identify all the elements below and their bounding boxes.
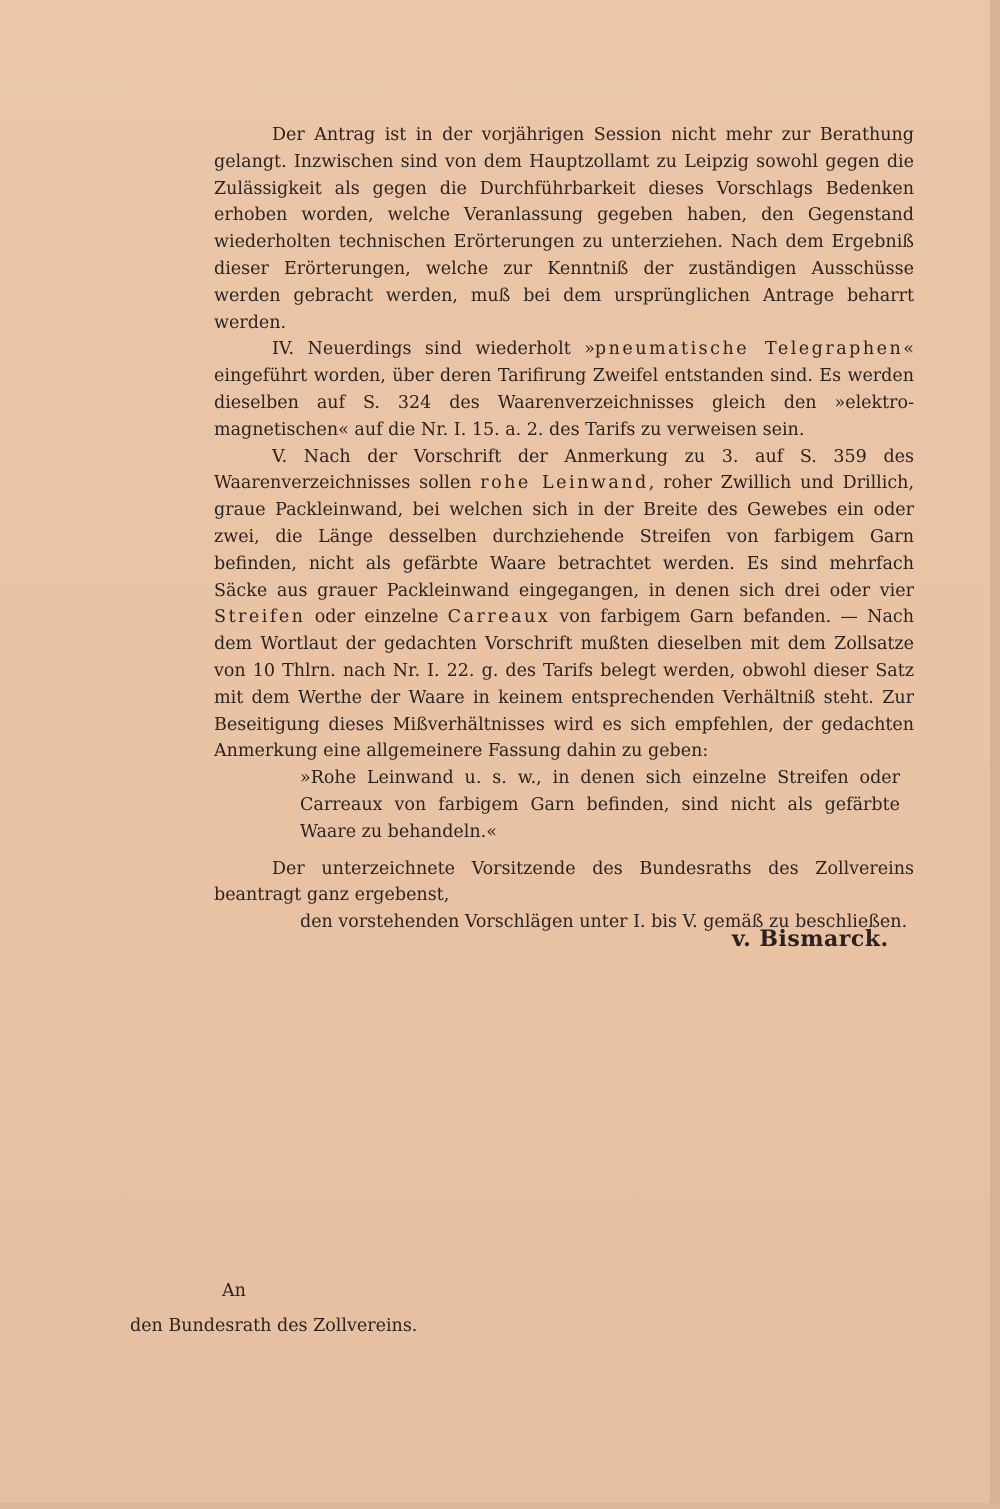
- paragraph-v-part-4: von farbigem Garn befanden. — Nach dem Wortlaut der gedachten Vorschrift mußten dieselben mit dem Zollsatze von 10 Thlrn. nach Nr. I. 22. g. des Tarifs belegt werden, obwohl dieser Satz mit dem Werthe der Waare in keinem entsprechenden Verhältniß steht. Zur Beseitigung dieses Mißverhältnisses wird es sich empfehlen, der gedachten Anmerkung eine allgemeinere Fassung dahin zu geben:: [214, 607, 914, 762]
- paragraph-iv: [214, 336, 914, 443]
- carreaux-term: Carreaux: [447, 607, 551, 628]
- streifen-term: Streifen: [214, 607, 306, 628]
- paragraph-v-part-1: V. Nach der Vorschrift der Anmerkung zu 3. auf S. 359 des Waarenverzeichnisses sollen: [214, 446, 914, 494]
- proposed-wording-quote: »Rohe Leinwand u. s. w., in denen sich einzelne Streifen oder Carreaux von farbigem Garn befinden, sind nicht als gefärbte Waare zu behandeln.«: [300, 768, 900, 842]
- motion-intro: Der unterzeichnete Vorsitzende des Bundesraths des Zollvereins beantragt ganz ergebenst,: [214, 858, 914, 906]
- rohe-leinwand-term: rohe Leinwand: [480, 473, 649, 494]
- body-text: [214, 122, 914, 936]
- address-recipient: den Bundesrath des Zollvereins.: [130, 1316, 418, 1336]
- address-an: An: [222, 1281, 246, 1301]
- signature: v. Bismarck.: [732, 926, 889, 952]
- paragraph-v-part-2: , roher Zwillich und Drillich, graue Packleinwand, bei welchen sich in der Breite des Gewebes ein oder zwei, die Länge desselben durchziehende Streifen von farbigem Garn befinden, nicht als gefärbte Waare betrachtet werden. Es sind mehrfach Säcke aus grauer Packleinwand eingegangen, in denen sich drei oder vier: [214, 473, 915, 601]
- motion-body: den vorstehenden Vorschlägen unter I. bis V. gemäß zu beschließen.: [300, 912, 908, 933]
- paragraph-iv-part-2: « eingeführt worden, über deren Tarifirung Zweifel entstanden sind. Es werden dieselben auf S. 324 des Waarenverzeichnisses gleich den »elektro-magnetischen« auf die Nr. I. 15. a. 2. des Tarifs zu verweisen sein.: [214, 339, 914, 440]
- page-edge-bottom: [0, 1503, 1000, 1509]
- paragraph-antrag: Der Antrag ist in der vorjährigen Session nicht mehr zur Berathung gelangt. Inzwischen sind von dem Hauptzollamt zu Leipzig sowohl gegen die Zulässigkeit als gegen die Durchführbarkeit dieses Vorschlags Bedenken erhoben worden, welche Veranlassung gegeben haben, den Gegenstand wiederholten technischen Erörterungen zu unterziehen. Nach dem Ergebniß dieser Erörterungen, welche zur Kenntniß der zuständigen Ausschüsse werden gebracht werden, muß bei dem ursprünglichen Antrage beharrt werden.: [214, 125, 914, 333]
- paragraph-v-part-3: oder einzelne: [305, 607, 448, 628]
- paragraph-v: [214, 444, 914, 766]
- paragraph-iv-part-1: IV. Neuerdings sind wiederholt »: [272, 339, 595, 360]
- pneumatische-telegraphen-term: pneumatische Telegraphen: [594, 339, 904, 360]
- page-edge-right: [990, 0, 1000, 1509]
